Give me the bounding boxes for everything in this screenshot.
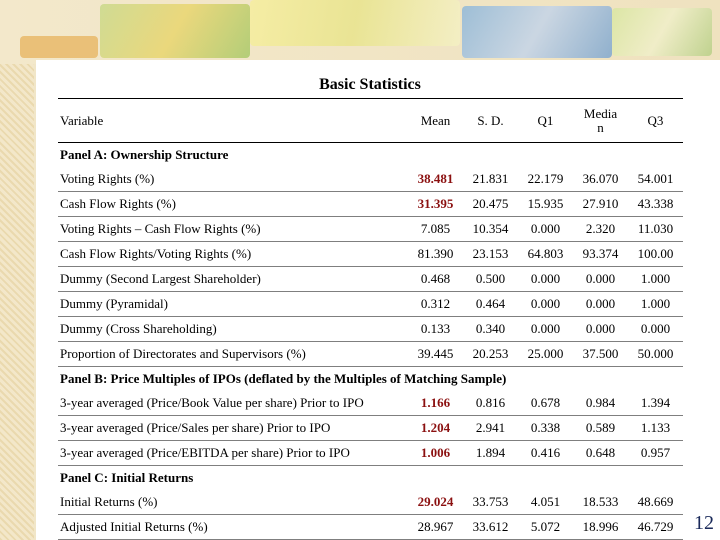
q1-cell: 4.051	[518, 490, 573, 515]
q1-cell: 0.678	[518, 391, 573, 416]
header-mean: Mean	[420, 113, 451, 128]
variable-cell: Dummy (Pyramidal)	[58, 292, 408, 317]
header-median-line1: Media	[583, 106, 618, 121]
median-cell: 37.500	[573, 342, 628, 367]
q1-cell: 0.416	[518, 441, 573, 466]
q1-cell: 0.000	[518, 292, 573, 317]
sd-cell: 0.340	[463, 317, 518, 342]
panel-header-row	[58, 466, 683, 491]
header-median-line2: n	[597, 120, 604, 135]
q1-cell: 22.179	[518, 167, 573, 192]
panel-title: Panel B: Price Multiples of IPOs (deflated by the Multiples of Matching Sample)	[60, 371, 507, 386]
panel-header-row	[58, 143, 683, 168]
mean-cell: 0.312	[408, 292, 463, 317]
table-row	[58, 242, 683, 267]
banner-tile-green	[100, 4, 250, 58]
panel-title: Panel A: Ownership Structure	[60, 147, 229, 162]
q1-cell: 64.803	[518, 242, 573, 267]
variable-cell: Dummy (Cross Shareholding)	[58, 317, 408, 342]
q1-cell: 25.000	[518, 342, 573, 367]
mean-cell: 1.006	[408, 441, 463, 466]
mean-cell: 0.133	[408, 317, 463, 342]
header-median	[573, 100, 628, 143]
banner-tile-yellow	[250, 0, 460, 46]
q1-cell: 0.000	[518, 217, 573, 242]
table-row	[58, 391, 683, 416]
sd-cell: 33.753	[463, 490, 518, 515]
q1-cell: 0.338	[518, 416, 573, 441]
panel-header-row	[58, 367, 683, 392]
q3-cell: 43.338	[628, 192, 683, 217]
sd-cell: 10.354	[463, 217, 518, 242]
mean-cell: 0.468	[408, 267, 463, 292]
table-row	[58, 490, 683, 515]
median-cell: 0.589	[573, 416, 628, 441]
variable-cell: Dummy (Second Largest Shareholder)	[58, 267, 408, 292]
sd-cell: 23.153	[463, 242, 518, 267]
mean-cell: 29.024	[408, 490, 463, 515]
table-row	[58, 441, 683, 466]
variable-cell: Proportion of Directorates and Supervisors (%)	[58, 342, 408, 367]
page-number: 12	[694, 512, 714, 534]
median-cell: 2.320	[573, 217, 628, 242]
q3-cell: 1.394	[628, 391, 683, 416]
median-cell: 0.000	[573, 292, 628, 317]
paper-texture-left	[0, 0, 34, 540]
q1-cell: 5.072	[518, 515, 573, 540]
variable-cell: 3-year averaged (Price/Sales per share) Prior to IPO	[58, 416, 408, 441]
q3-cell: 54.001	[628, 167, 683, 192]
q3-cell: 46.729	[628, 515, 683, 540]
header-sd: S. D.	[477, 113, 504, 128]
mean-cell: 7.085	[408, 217, 463, 242]
table-header-row	[58, 100, 683, 143]
mean-cell: 1.166	[408, 391, 463, 416]
q3-cell: 0.957	[628, 441, 683, 466]
median-cell: 93.374	[573, 242, 628, 267]
mean-cell: 28.967	[408, 515, 463, 540]
variable-cell: 3-year averaged (Price/Book Value per share) Prior to IPO	[58, 391, 408, 416]
header-variable: Variable	[60, 113, 104, 128]
decorative-banner	[0, 0, 720, 64]
median-cell: 27.910	[573, 192, 628, 217]
q3-cell: 100.00	[628, 242, 683, 267]
sd-cell: 33.612	[463, 515, 518, 540]
table-row	[58, 416, 683, 441]
banner-tile-orange	[20, 36, 98, 58]
header-q1: Q1	[537, 113, 554, 128]
mean-cell: 1.204	[408, 416, 463, 441]
variable-cell: Cash Flow Rights/Voting Rights (%)	[58, 242, 408, 267]
mean-cell: 31.395	[408, 192, 463, 217]
q1-cell: 0.000	[518, 317, 573, 342]
q3-cell: 1.000	[628, 267, 683, 292]
statistics-table	[58, 100, 683, 540]
q3-cell: 0.000	[628, 317, 683, 342]
sd-cell: 20.475	[463, 192, 518, 217]
q1-cell: 0.000	[518, 267, 573, 292]
q3-cell: 1.133	[628, 416, 683, 441]
sd-cell: 20.253	[463, 342, 518, 367]
median-cell: 18.533	[573, 490, 628, 515]
variable-cell: Voting Rights (%)	[58, 167, 408, 192]
sd-cell: 1.894	[463, 441, 518, 466]
title-rule	[58, 98, 683, 99]
mean-cell: 38.481	[408, 167, 463, 192]
mean-cell: 39.445	[408, 342, 463, 367]
median-cell: 18.996	[573, 515, 628, 540]
mean-cell: 81.390	[408, 242, 463, 267]
median-cell: 0.000	[573, 267, 628, 292]
table-row	[58, 167, 683, 192]
banner-tile-blue	[462, 6, 612, 58]
sd-cell: 2.941	[463, 416, 518, 441]
sd-cell: 21.831	[463, 167, 518, 192]
median-cell: 36.070	[573, 167, 628, 192]
median-cell: 0.984	[573, 391, 628, 416]
table-row	[58, 292, 683, 317]
q3-cell: 11.030	[628, 217, 683, 242]
table-row	[58, 217, 683, 242]
q3-cell: 50.000	[628, 342, 683, 367]
panel-title: Panel C: Initial Returns	[60, 470, 194, 485]
table-row	[58, 267, 683, 292]
slide-title: Basic Statistics	[319, 76, 421, 93]
table-row	[58, 515, 683, 540]
median-cell: 0.000	[573, 317, 628, 342]
variable-cell: 3-year averaged (Price/EBITDA per share) Prior to IPO	[58, 441, 408, 466]
q1-cell: 15.935	[518, 192, 573, 217]
q3-cell: 1.000	[628, 292, 683, 317]
sd-cell: 0.464	[463, 292, 518, 317]
variable-cell: Voting Rights – Cash Flow Rights (%)	[58, 217, 408, 242]
banner-tile-lime	[612, 8, 712, 56]
q3-cell: 48.669	[628, 490, 683, 515]
header-q3: Q3	[647, 113, 664, 128]
table-body	[58, 143, 683, 540]
table-row	[58, 342, 683, 367]
table-row	[58, 192, 683, 217]
sd-cell: 0.816	[463, 391, 518, 416]
median-cell: 0.648	[573, 441, 628, 466]
variable-cell: Cash Flow Rights (%)	[58, 192, 408, 217]
sd-cell: 0.500	[463, 267, 518, 292]
table-row	[58, 317, 683, 342]
variable-cell: Initial Returns (%)	[58, 490, 408, 515]
variable-cell: Adjusted Initial Returns (%)	[58, 515, 408, 540]
